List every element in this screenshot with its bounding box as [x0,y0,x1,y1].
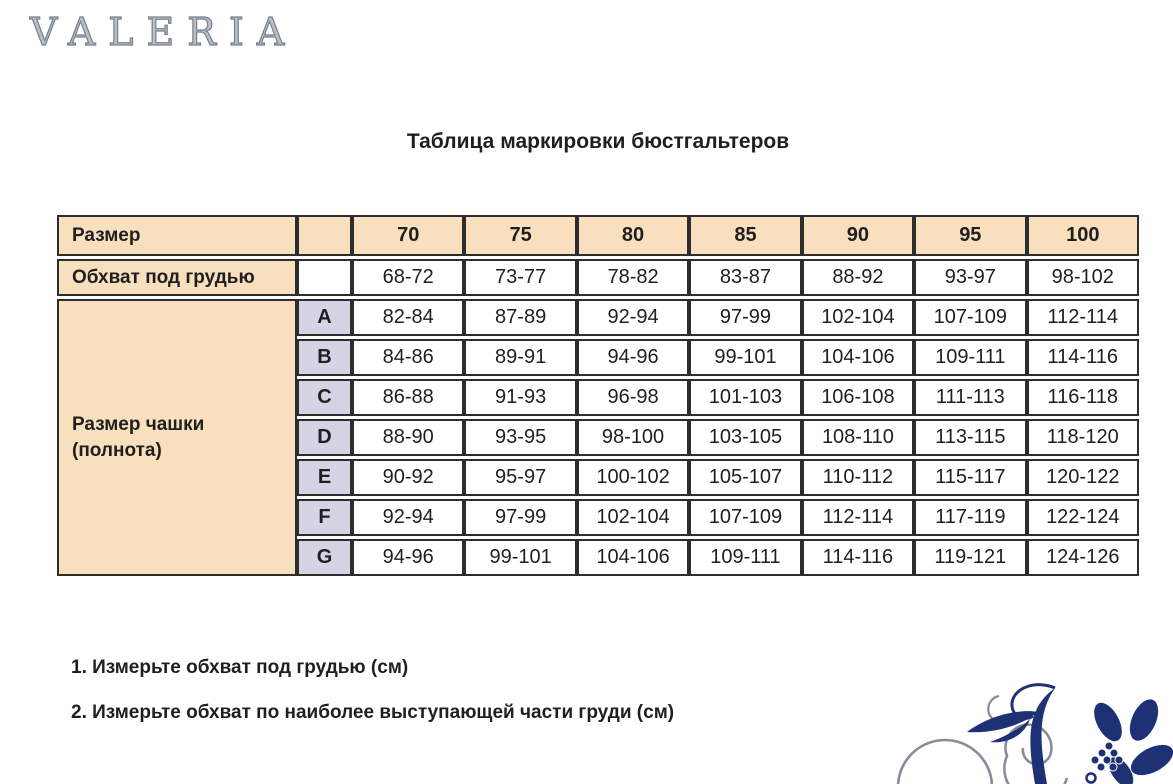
cup-value-cell: 124-126 [1027,539,1139,576]
cup-value-cell: 96-98 [577,379,689,416]
cup-value-cell: 93-95 [464,419,576,456]
cup-value-cell: 107-109 [914,299,1026,336]
cup-value-cell: 105-107 [689,459,801,496]
brand-logo: VALERIA [30,10,298,54]
cup-value-cell: 82-84 [352,299,464,336]
underbust-value-cell: 83-87 [689,259,801,296]
cup-value-cell: 103-105 [689,419,801,456]
cup-value-cell: 107-109 [689,499,801,536]
cup-letter-cell: B [297,339,352,376]
cup-value-cell: 112-114 [802,499,914,536]
band-size-cell: 85 [689,215,801,256]
underbust-row [57,259,1139,296]
cup-value-cell: 114-116 [802,539,914,576]
cup-value-cell: 117-119 [914,499,1026,536]
cup-value-cell: 106-108 [802,379,914,416]
ornament-ring [1087,774,1096,783]
underbust-value-cell: 98-102 [1027,259,1139,296]
floral-ornament [895,682,1173,784]
cup-letter-cell: G [297,539,352,576]
cup-value-cell: 113-115 [914,419,1026,456]
cup-letter-cell: E [297,459,352,496]
band-size-cell: 90 [802,215,914,256]
cup-value-cell: 104-106 [577,539,689,576]
cup-value-cell: 92-94 [577,299,689,336]
page-title: Таблица маркировки бюстгальтеров [406,130,790,153]
underbust-value-cell: 73-77 [464,259,576,296]
cup-value-cell: 116-118 [1027,379,1139,416]
cup-value-cell: 122-124 [1027,499,1139,536]
band-size-cell: 80 [577,215,689,256]
ornament-circle-swirl [898,740,992,784]
instruction-step-1: 1. Измерьте обхват под грудью (см) [71,657,409,678]
cup-label-line: Размер чашки [72,413,205,435]
cup-value-cell: 92-94 [352,499,464,536]
cup-value-cell: 119-121 [914,539,1026,576]
cup-value-cell: 99-101 [464,539,576,576]
underbust-value-cell: 78-82 [577,259,689,296]
cup-value-cell: 98-100 [577,419,689,456]
cup-value-cell: 94-96 [577,339,689,376]
measure-instructions [71,657,674,747]
cup-value-cell: 112-114 [1027,299,1139,336]
ornament-stem [1030,688,1055,784]
cup-value-cell: 115-117 [914,459,1026,496]
cup-value-cell: 100-102 [577,459,689,496]
cup-value-cell: 94-96 [352,539,464,576]
cup-value-cell: 102-104 [802,299,914,336]
cup-value-cell: 120-122 [1027,459,1139,496]
underbust-value-cell: 68-72 [352,259,464,296]
cup-value-cell: 114-116 [1027,339,1139,376]
cup-value-cell: 109-111 [914,339,1026,376]
underbust-label: Обхват под грудью [57,259,297,296]
bra-size-table [57,212,1139,579]
cup-letter-cell: D [297,419,352,456]
cup-letter-cell: A [297,299,352,336]
band-size-cell: 95 [914,215,1026,256]
cup-value-cell: 104-106 [802,339,914,376]
cup-value-cell: 99-101 [689,339,801,376]
instruction-step-2: 2. Измерьте обхват по наиболее выступающей части груди (см) [71,702,675,723]
cup-value-cell: 97-99 [689,299,801,336]
cup-value-cell: 84-86 [352,339,464,376]
cup-label-line: (полнота) [72,439,162,461]
band-size-cell: 70 [352,215,464,256]
cup-value-cell: 118-120 [1027,419,1139,456]
size-header-label: Размер [57,215,297,256]
band-size-cell: 75 [464,215,576,256]
band-size-cell: 100 [1027,215,1139,256]
cup-value-cell: 101-103 [689,379,801,416]
cup-value-cell: 102-104 [577,499,689,536]
cup-value-cell: 111-113 [914,379,1026,416]
cup-size-label [57,299,297,576]
cup-value-cell: 97-99 [464,499,576,536]
corner-spacer-cell [297,215,352,256]
cup-row [57,299,1139,336]
cup-value-cell: 91-93 [464,379,576,416]
cup-value-cell: 89-91 [464,339,576,376]
spacer-cell [297,259,352,296]
underbust-value-cell: 93-97 [914,259,1026,296]
cup-value-cell: 110-112 [802,459,914,496]
underbust-value-cell: 88-92 [802,259,914,296]
cup-value-cell: 87-89 [464,299,576,336]
table-header-row [57,215,1139,256]
cup-letter-cell: C [297,379,352,416]
cup-value-cell: 86-88 [352,379,464,416]
cup-value-cell: 88-90 [352,419,464,456]
cup-value-cell: 90-92 [352,459,464,496]
cup-value-cell: 95-97 [464,459,576,496]
cup-letter-cell: F [297,499,352,536]
cup-value-cell: 109-111 [689,539,801,576]
cup-value-cell: 108-110 [802,419,914,456]
